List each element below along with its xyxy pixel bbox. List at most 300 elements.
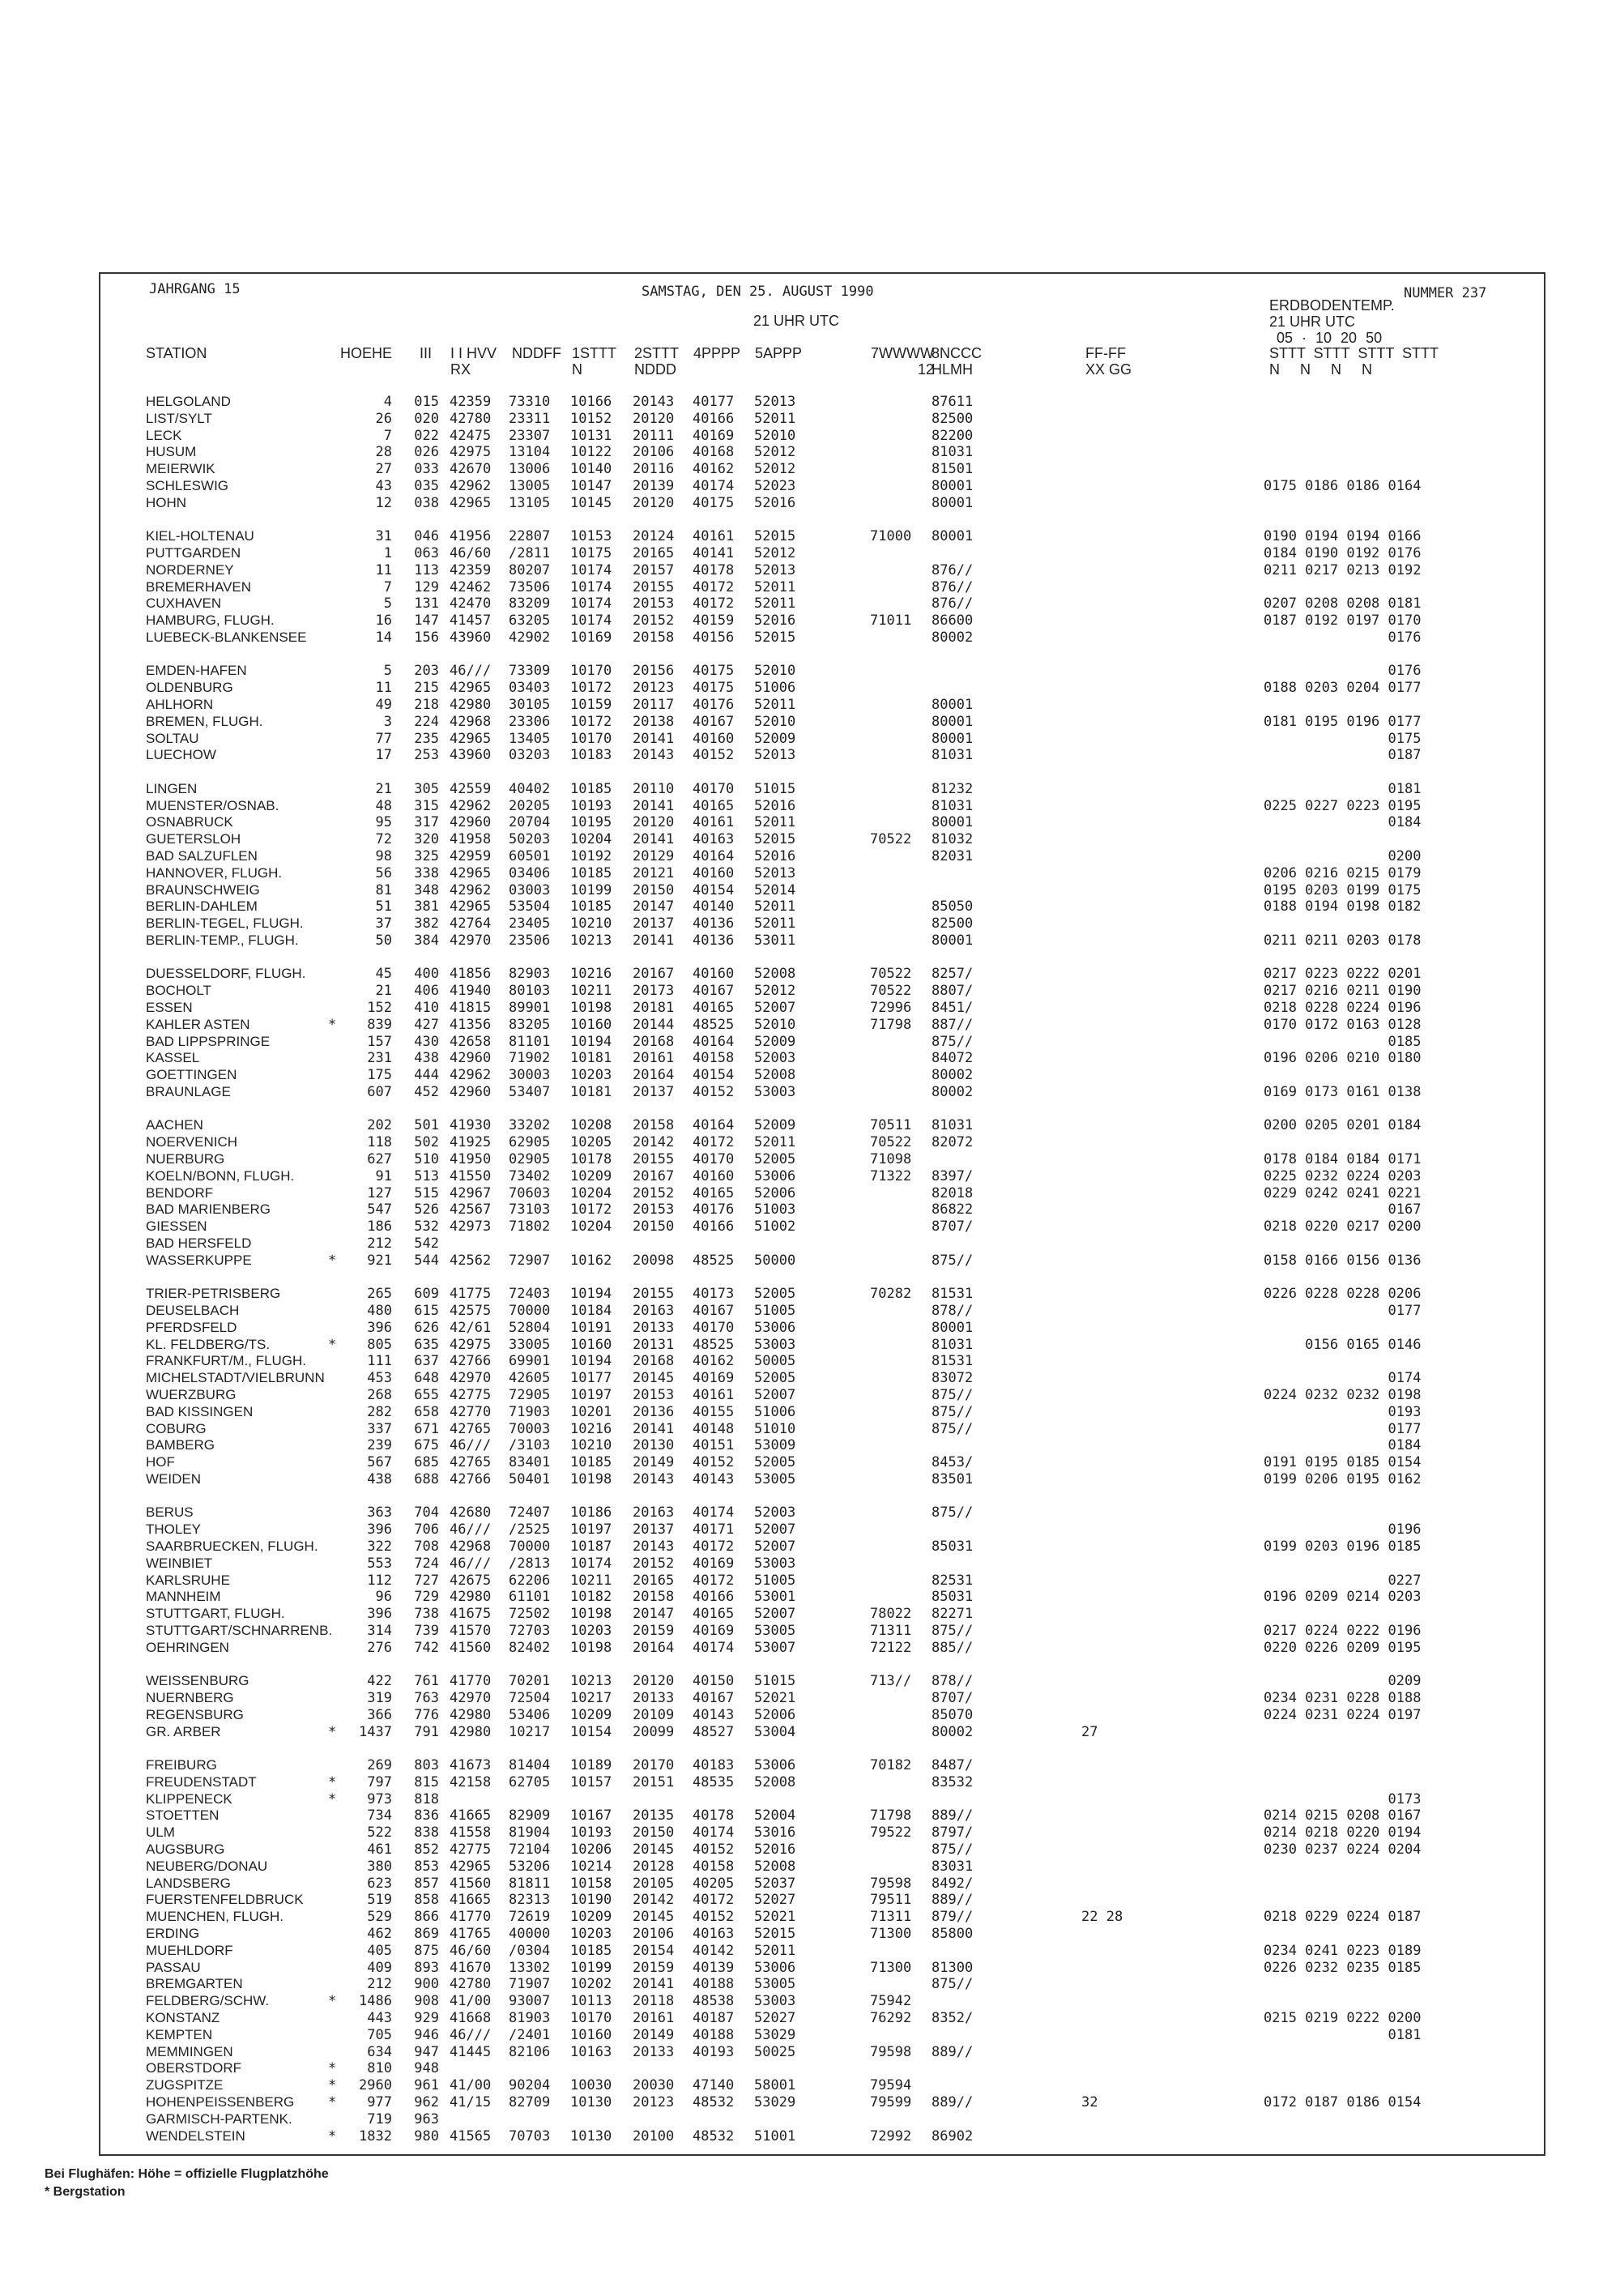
pppp-cell: 40143 <box>693 1706 735 1723</box>
pppp-cell: 40168 <box>693 444 735 461</box>
appp-cell: 53003 <box>754 1555 796 1572</box>
nccc-cell: 876// <box>932 578 974 595</box>
table-row <box>0 898 1620 915</box>
soil-temp-cell: 0207 0208 0208 0181 <box>1264 595 1422 612</box>
station-name: BERLIN-TEMP., FLUGH. <box>146 932 299 948</box>
sttt1-cell: 10157 <box>570 1773 612 1790</box>
hoehe-cell: 921 <box>367 1252 392 1269</box>
sttt2-cell: 20181 <box>633 1000 675 1016</box>
station-name: FRANKFURT/M., FLUGH. <box>146 1353 307 1369</box>
iii-cell: 325 <box>414 848 439 864</box>
nddff-cell: 13005 <box>509 478 551 494</box>
sttt1-cell: 10147 <box>570 478 612 494</box>
appp-cell: 52015 <box>754 831 796 848</box>
station-name: NUERBURG <box>146 1151 225 1167</box>
nddff-cell: 63205 <box>509 612 551 629</box>
wwww-cell: 71098 <box>870 1151 912 1167</box>
soil-temp-cell: 0218 0228 0224 0196 <box>1264 1000 1422 1016</box>
nccc-cell: 83532 <box>932 1773 974 1790</box>
station-name: BERUS <box>146 1504 194 1521</box>
sttt1-cell: 10217 <box>570 1690 612 1706</box>
ihvv-cell: 41765 <box>450 1926 492 1942</box>
iii-cell: 655 <box>414 1387 439 1403</box>
wwww-cell: 70522 <box>870 983 912 1000</box>
station-name: MEMMINGEN <box>146 2043 233 2059</box>
sttt2-cell: 20158 <box>633 1117 675 1134</box>
mountain-marker: * <box>328 2060 337 2077</box>
appp-cell: 51010 <box>754 1420 796 1437</box>
station-name: DEUSELBACH <box>146 1303 240 1318</box>
nccc-cell: 81531 <box>932 1286 974 1303</box>
sttt1-cell: 10210 <box>570 915 612 932</box>
table-row <box>0 2128 1620 2144</box>
sttt1-cell: 10174 <box>570 595 612 612</box>
nccc-cell: 878// <box>932 1673 974 1690</box>
table-row <box>0 1050 1620 1066</box>
nccc-cell: 83072 <box>932 1370 974 1387</box>
table-row <box>0 1168 1620 1184</box>
sttt1-cell: 10211 <box>570 1572 612 1589</box>
nccc-cell: 81031 <box>932 1336 974 1353</box>
table-row <box>0 1454 1620 1470</box>
pppp-cell: 40160 <box>693 966 735 983</box>
sttt2-cell: 20167 <box>633 1167 675 1184</box>
appp-cell: 58001 <box>754 2077 796 2094</box>
appp-cell: 52005 <box>754 1151 796 1167</box>
ihvv-cell: 42775 <box>450 1387 492 1403</box>
sttt1-cell: 10198 <box>570 1471 612 1487</box>
sttt2-cell: 20150 <box>633 1218 675 1235</box>
nddff-cell: 03406 <box>509 864 551 881</box>
appp-cell: 52011 <box>754 410 796 427</box>
sttt2-cell: 20153 <box>633 1387 675 1403</box>
sttt2-cell: 20120 <box>633 410 675 427</box>
ihvv-cell: 46/// <box>450 1555 492 1572</box>
sttt2-cell: 20164 <box>633 1639 675 1656</box>
station-name: BERLIN-TEGEL, FLUGH. <box>146 915 304 932</box>
iii-cell: 761 <box>414 1673 439 1690</box>
hoehe-cell: 81 <box>375 881 392 898</box>
ihvv-cell: 42968 <box>450 713 492 730</box>
nccc-cell: 80001 <box>932 494 974 511</box>
wwww-cell: 72122 <box>870 1639 912 1656</box>
iii-cell: 946 <box>414 2026 439 2043</box>
ffff-cell: 32 <box>1081 2094 1098 2110</box>
nddff-cell: 62905 <box>509 1134 551 1151</box>
table-row <box>0 629 1620 646</box>
ihvv-cell: 42562 <box>450 1252 492 1269</box>
nddff-cell: 72407 <box>509 1504 551 1521</box>
appp-cell: 52006 <box>754 1184 796 1201</box>
sttt2-cell: 20105 <box>633 1875 675 1892</box>
station-name: HUSUM <box>146 444 197 460</box>
sttt2-cell: 20141 <box>633 797 675 814</box>
pppp-cell: 40136 <box>693 932 735 949</box>
table-row <box>0 2027 1620 2043</box>
hoehe-cell: 405 <box>367 1942 392 1959</box>
nddff-cell: 23506 <box>509 932 551 949</box>
appp-cell: 52011 <box>754 898 796 915</box>
soil-temp-cell: 0217 0224 0222 0196 <box>1264 1623 1422 1639</box>
sttt1-cell: 10211 <box>570 983 612 1000</box>
nccc-cell: 889// <box>932 2043 974 2060</box>
iii-cell: 452 <box>414 1084 439 1100</box>
iii-cell: 929 <box>414 2010 439 2026</box>
appp-cell: 52008 <box>754 966 796 983</box>
appp-cell: 50005 <box>754 1353 796 1370</box>
table-row <box>0 411 1620 427</box>
nddff-cell: 72403 <box>509 1286 551 1303</box>
nccc-cell: 81032 <box>932 831 974 848</box>
pppp-cell: 40171 <box>693 1521 735 1538</box>
station-name: HAMBURG, FLUGH. <box>146 612 275 629</box>
hoehe-cell: 112 <box>367 1572 392 1589</box>
pppp-cell: 40151 <box>693 1437 735 1454</box>
pppp-cell: 40172 <box>693 1134 735 1151</box>
sttt2-cell: 20150 <box>633 881 675 898</box>
sttt2-cell: 20120 <box>633 494 675 511</box>
pppp-cell: 40154 <box>693 881 735 898</box>
table-row <box>0 2010 1620 2026</box>
hoehe-cell: 21 <box>375 983 392 1000</box>
ihvv-cell: 42965 <box>450 898 492 915</box>
sttt1-cell: 10174 <box>570 561 612 578</box>
hoehe-cell: 734 <box>367 1807 392 1824</box>
iii-cell: 033 <box>414 461 439 478</box>
pppp-cell: 40136 <box>693 915 735 932</box>
appp-cell: 52009 <box>754 730 796 747</box>
nddff-cell: 10217 <box>509 1723 551 1740</box>
table-row <box>0 1859 1620 1875</box>
table-row <box>0 1573 1620 1589</box>
sttt1-cell: 10152 <box>570 410 612 427</box>
nddff-cell: 72504 <box>509 1690 551 1706</box>
nddff-cell: 13302 <box>509 1959 551 1976</box>
sttt1-cell: 10204 <box>570 831 612 848</box>
sttt2-cell: 20167 <box>633 966 675 983</box>
appp-cell: 52023 <box>754 478 796 494</box>
station-name: BAD KISSINGEN <box>146 1403 254 1419</box>
appp-cell: 51015 <box>754 1673 796 1690</box>
ihvv-cell: 42770 <box>450 1403 492 1420</box>
soil-temp-title: ERDBODENTEMP. <box>1269 297 1395 314</box>
sttt2-cell: 20110 <box>633 780 675 797</box>
table-row <box>0 1034 1620 1050</box>
wwww-cell: 71311 <box>870 1623 912 1639</box>
sttt1-cell: 10185 <box>570 898 612 915</box>
hoehe-cell: 14 <box>375 629 392 646</box>
station-name: COBURG <box>146 1420 207 1436</box>
col-8nccc: 8NCCC HLMH <box>932 345 983 378</box>
ihvv-cell: 42973 <box>450 1218 492 1235</box>
sttt2-cell: 20137 <box>633 1521 675 1538</box>
sttt1-cell: 10198 <box>570 1000 612 1016</box>
soil-temp-time: 21 UHR UTC <box>1269 314 1356 330</box>
table-row <box>0 495 1620 511</box>
nccc-cell: 85031 <box>932 1538 974 1555</box>
table-row <box>0 1892 1620 1908</box>
iii-cell: 526 <box>414 1201 439 1218</box>
hoehe-cell: 810 <box>367 2060 392 2077</box>
iii-cell: 763 <box>414 1690 439 1706</box>
soil-temp-cell: 0176 <box>1264 629 1422 646</box>
table-row <box>0 1589 1620 1605</box>
hoehe-cell: 77 <box>375 730 392 747</box>
iii-cell: 215 <box>414 680 439 697</box>
pppp-cell: 40163 <box>693 831 735 848</box>
hoehe-cell: 98 <box>375 848 392 864</box>
hoehe-cell: 51 <box>375 898 392 915</box>
hoehe-cell: 265 <box>367 1286 392 1303</box>
wwww-cell: 70522 <box>870 831 912 848</box>
iii-cell: 438 <box>414 1050 439 1067</box>
station-name: BREMGARTEN <box>146 1976 243 1992</box>
iii-cell: 838 <box>414 1824 439 1841</box>
nccc-cell: 84072 <box>932 1050 974 1067</box>
nddff-cell: 73309 <box>509 663 551 680</box>
ihvv-cell: 46/60 <box>450 1942 492 1959</box>
nccc-cell: 82271 <box>932 1606 974 1623</box>
iii-cell: 430 <box>414 1033 439 1050</box>
station-name: ZUGSPITZE <box>146 2077 224 2093</box>
nccc-cell: 81031 <box>932 747 974 764</box>
sttt1-cell: 10174 <box>570 612 612 629</box>
soil-temp-cell: 0226 0232 0235 0185 <box>1264 1959 1422 1976</box>
pppp-cell: 40173 <box>693 1286 735 1303</box>
pppp-cell: 40169 <box>693 427 735 444</box>
col-4pppp: 4PPPP <box>693 345 741 361</box>
ihvv-cell: 42980 <box>450 697 492 713</box>
sttt2-cell: 20141 <box>633 831 675 848</box>
sttt1-cell: 10201 <box>570 1403 612 1420</box>
nccc-cell: 83031 <box>932 1858 974 1875</box>
pppp-cell: 40176 <box>693 697 735 713</box>
mountain-marker: * <box>328 1252 337 1269</box>
table-row <box>0 1286 1620 1302</box>
hoehe-cell: 7 <box>383 427 392 444</box>
table-row <box>0 1134 1620 1150</box>
pppp-cell: 48532 <box>693 2127 735 2144</box>
table-row <box>0 932 1620 949</box>
soil-temp-cell: 0185 <box>1264 1033 1422 1050</box>
iii-cell: 022 <box>414 427 439 444</box>
sttt1-cell: 10178 <box>570 1151 612 1167</box>
pppp-cell: 40188 <box>693 2026 735 2043</box>
pppp-cell: 40174 <box>693 1639 735 1656</box>
nddff-cell: 70000 <box>509 1538 551 1555</box>
table-row <box>0 1707 1620 1723</box>
hoehe-cell: 50 <box>375 932 392 949</box>
soil-temp-cell: 0178 0184 0184 0171 <box>1264 1151 1422 1167</box>
station-name: BREMEN, FLUGH. <box>146 713 263 729</box>
sttt2-cell: 20142 <box>633 1892 675 1909</box>
sttt1-cell: 10209 <box>570 1706 612 1723</box>
nddff-cell: 50401 <box>509 1471 551 1487</box>
sttt1-cell: 10192 <box>570 848 612 864</box>
sttt2-cell: 20147 <box>633 898 675 915</box>
sttt1-cell: 10181 <box>570 1050 612 1067</box>
sttt1-cell: 10182 <box>570 1589 612 1606</box>
iii-cell: 948 <box>414 2060 439 2077</box>
ihvv-cell: 41/00 <box>450 1993 492 2010</box>
ihvv-cell: 46/// <box>450 1521 492 1538</box>
station-name: MICHELSTADT/VIELBRUNN <box>146 1370 325 1386</box>
station-name: REGENSBURG <box>146 1706 244 1722</box>
appp-cell: 52027 <box>754 2010 796 2026</box>
hoehe-cell: 212 <box>367 1976 392 1993</box>
iii-cell: 063 <box>414 545 439 561</box>
iii-cell: 962 <box>414 2094 439 2110</box>
nccc-cell: 82500 <box>932 410 974 427</box>
hoehe-cell: 48 <box>375 797 392 814</box>
nddff-cell: /3103 <box>509 1437 551 1454</box>
hoehe-cell: 152 <box>367 1000 392 1016</box>
station-name: BAD SALZUFLEN <box>146 848 258 864</box>
appp-cell: 52015 <box>754 528 796 545</box>
nccc-cell: 879// <box>932 1909 974 1926</box>
sttt1-cell: 10195 <box>570 814 612 831</box>
table-row <box>0 1841 1620 1858</box>
soil-temp-cell: 0175 0186 0186 0164 <box>1264 478 1422 494</box>
table-row <box>0 2044 1620 2060</box>
sttt2-cell: 20161 <box>633 2010 675 2026</box>
appp-cell: 51006 <box>754 1403 796 1420</box>
nccc-cell: 889// <box>932 2094 974 2110</box>
sttt1-cell: 10170 <box>570 663 612 680</box>
ihvv-cell: 42780 <box>450 1976 492 1993</box>
soil-temp-cell: 0181 <box>1264 780 1422 797</box>
appp-cell: 51001 <box>754 2127 796 2144</box>
sttt2-cell: 20165 <box>633 1572 675 1589</box>
appp-cell: 50000 <box>754 1252 796 1269</box>
table-row <box>0 1320 1620 1336</box>
nccc-cell: 82500 <box>932 915 974 932</box>
sttt2-cell: 20155 <box>633 578 675 595</box>
pppp-cell: 40162 <box>693 1353 735 1370</box>
nddff-cell: 13405 <box>509 730 551 747</box>
table-row <box>0 562 1620 578</box>
appp-cell: 52010 <box>754 713 796 730</box>
sttt2-cell: 20143 <box>633 394 675 410</box>
station-name: KL. FELDBERG/TS. <box>146 1336 271 1352</box>
nccc-cell: 875// <box>932 1976 974 1993</box>
hoehe-cell: 239 <box>367 1437 392 1454</box>
hoehe-cell: 422 <box>367 1673 392 1690</box>
pppp-cell: 40164 <box>693 848 735 864</box>
table-row <box>0 1926 1620 1942</box>
soil-temp-cell: 0214 0215 0208 0167 <box>1264 1807 1422 1824</box>
station-name: FREIBURG <box>146 1757 217 1773</box>
ihvv-cell: 41856 <box>450 966 492 983</box>
iii-cell: 729 <box>414 1589 439 1606</box>
col-hoehe: HOEHE <box>340 345 393 361</box>
hoehe-cell: 17 <box>375 747 392 764</box>
nddff-cell: 23311 <box>509 410 551 427</box>
sttt2-cell: 20149 <box>633 2026 675 2043</box>
wwww-cell: 79599 <box>870 2094 912 2110</box>
station-name: STUTTGART, FLUGH. <box>146 1606 285 1622</box>
ihvv-cell: 41775 <box>450 1286 492 1303</box>
station-name: BRAUNLAGE <box>146 1084 231 1099</box>
sttt1-cell: 10187 <box>570 1538 612 1555</box>
ihvv-cell: 42766 <box>450 1353 492 1370</box>
table-row <box>0 1117 1620 1133</box>
iii-cell: 384 <box>414 932 439 949</box>
ihvv-cell: 46/60 <box>450 545 492 561</box>
table-row <box>0 781 1620 797</box>
nddff-cell: 72905 <box>509 1387 551 1403</box>
sttt2-cell: 20137 <box>633 1084 675 1100</box>
iii-cell: 815 <box>414 1773 439 1790</box>
footnote-mountain: * Bergstation <box>45 2185 126 2199</box>
sttt2-cell: 20143 <box>633 1538 675 1555</box>
pppp-cell: 40158 <box>693 1050 735 1067</box>
sttt2-cell: 20141 <box>633 932 675 949</box>
station-name: LINGEN <box>146 780 198 796</box>
hoehe-cell: 1832 <box>359 2127 392 2144</box>
soil-temp-cell: 0224 0232 0232 0198 <box>1264 1387 1422 1403</box>
table-row <box>0 1943 1620 1959</box>
hoehe-cell: 157 <box>367 1033 392 1050</box>
sttt1-cell: 10198 <box>570 1639 612 1656</box>
sttt2-cell: 20133 <box>633 2043 675 2060</box>
nccc-cell: 80001 <box>932 713 974 730</box>
sttt2-cell: 20159 <box>633 1959 675 1976</box>
nccc-cell: 80001 <box>932 1319 974 1336</box>
appp-cell: 52011 <box>754 697 796 713</box>
nddff-cell: 82709 <box>509 2094 551 2110</box>
pppp-cell: 40188 <box>693 1976 735 1993</box>
sttt2-cell: 20030 <box>633 2077 675 2094</box>
col-2sttt: 2STTT NDDD <box>634 345 680 378</box>
col-nddff: NDDFF <box>512 345 561 361</box>
ihvv-cell: 41815 <box>450 1000 492 1016</box>
soil-temp-cell: 0225 0232 0224 0203 <box>1264 1167 1422 1184</box>
sttt1-cell: 10194 <box>570 1033 612 1050</box>
iii-cell: 046 <box>414 528 439 545</box>
table-row <box>0 1437 1620 1453</box>
iii-cell: 020 <box>414 410 439 427</box>
wwww-cell: 72996 <box>870 1000 912 1016</box>
sttt1-cell: 10159 <box>570 697 612 713</box>
station-name: MUENCHEN, FLUGH. <box>146 1909 284 1925</box>
pppp-cell: 40159 <box>693 612 735 629</box>
col-7wwww: 7WWWW 12 <box>871 345 934 378</box>
ihvv-cell: 41925 <box>450 1134 492 1151</box>
wwww-cell: 79594 <box>870 2077 912 2094</box>
appp-cell: 52009 <box>754 1117 796 1134</box>
appp-cell: 52012 <box>754 461 796 478</box>
nddff-cell: 30105 <box>509 697 551 713</box>
hoehe-cell: 276 <box>367 1639 392 1656</box>
table-row <box>0 1807 1620 1824</box>
nccc-cell: 85070 <box>932 1706 974 1723</box>
hoehe-cell: 175 <box>367 1067 392 1084</box>
nddff-cell: 03003 <box>509 881 551 898</box>
nddff-cell: 70201 <box>509 1673 551 1690</box>
sttt2-cell: 20118 <box>633 1993 675 2010</box>
wwww-cell: 70182 <box>870 1757 912 1773</box>
sttt1-cell: 10122 <box>570 444 612 461</box>
appp-cell: 51015 <box>754 780 796 797</box>
station-name: KEMPTEN <box>146 2026 213 2042</box>
iii-cell: 542 <box>414 1235 439 1252</box>
nccc-cell: 875// <box>932 1841 974 1858</box>
sttt2-cell: 20141 <box>633 1976 675 1993</box>
soil-temp-cell: 0227 <box>1264 1572 1422 1589</box>
nccc-cell: 81531 <box>932 1353 974 1370</box>
table-row <box>0 798 1620 814</box>
